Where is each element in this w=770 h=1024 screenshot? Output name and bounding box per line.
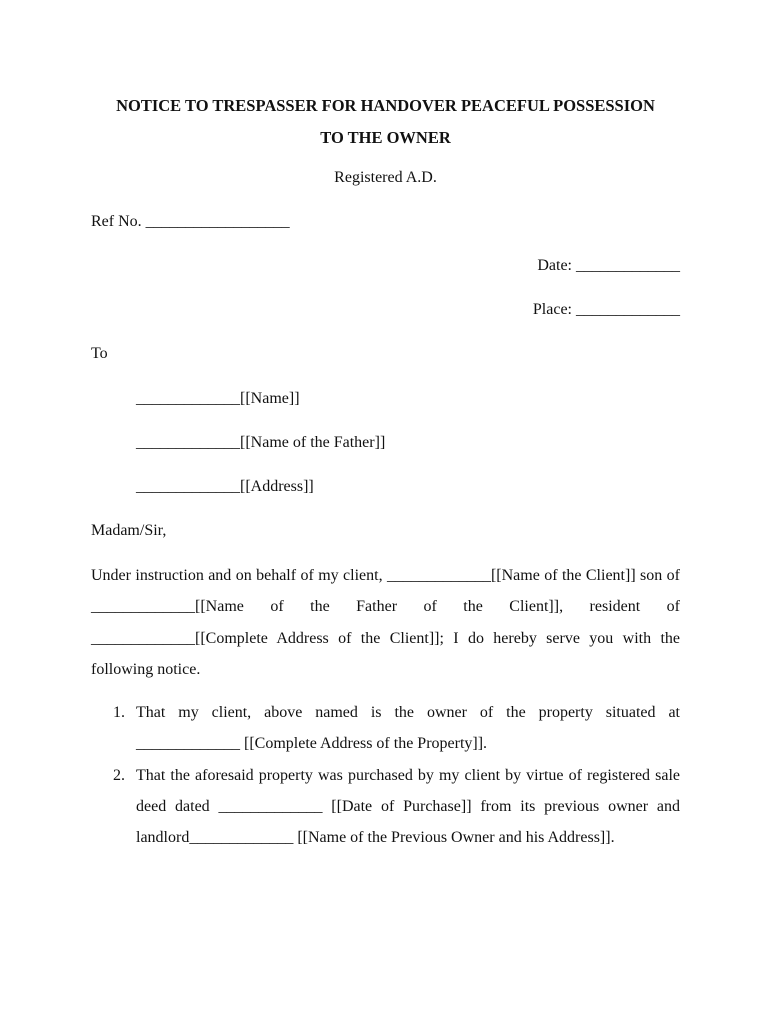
intro-paragraph: Under instruction and on behalf of my client, _____________[[Name of the Client]] son of _____________[[Name of the Father of the Client]], resident of _____________[[Complete Address of the Client]]; I do hereby serve you with the following notice. <box>91 567 680 678</box>
recipient-block <box>91 387 680 499</box>
recipient-father-name: _____________[[Name of the Father]] <box>136 434 386 451</box>
list-item-number: 2. <box>113 766 125 784</box>
list-item-text: That the aforesaid property was purchased by my client by virtue of registered sale deed dated _____________ [[Date of Purchase]] from its previous owner and landlord_____________ [[Name of the Previous Owner and his Address]]. <box>136 766 680 847</box>
list-item-text: That my client, above named is the owner of the property situated at _____________ [[Complete Address of the Property]]. <box>136 704 680 753</box>
place-field: Place: _____________ <box>532 301 680 318</box>
notice-points <box>91 697 680 853</box>
list-item <box>91 760 680 854</box>
notice-title <box>91 90 680 153</box>
to-label: To <box>91 345 108 362</box>
date-field: Date: _____________ <box>537 257 680 274</box>
ref-no: Ref No. __________________ <box>91 213 290 230</box>
registered-ad: Registered A.D. <box>334 169 437 186</box>
title-line-1: NOTICE TO TRESPASSER FOR HANDOVER PEACEFUL POSSESSION <box>116 96 655 115</box>
list-item-number: 1. <box>113 704 125 722</box>
salutation: Madam/Sir, <box>91 522 167 539</box>
recipient-address: _____________[[Address]] <box>136 478 314 495</box>
list-item <box>91 697 680 760</box>
title-line-2: TO THE OWNER <box>320 127 451 147</box>
recipient-name: _____________[[Name]] <box>136 390 300 407</box>
